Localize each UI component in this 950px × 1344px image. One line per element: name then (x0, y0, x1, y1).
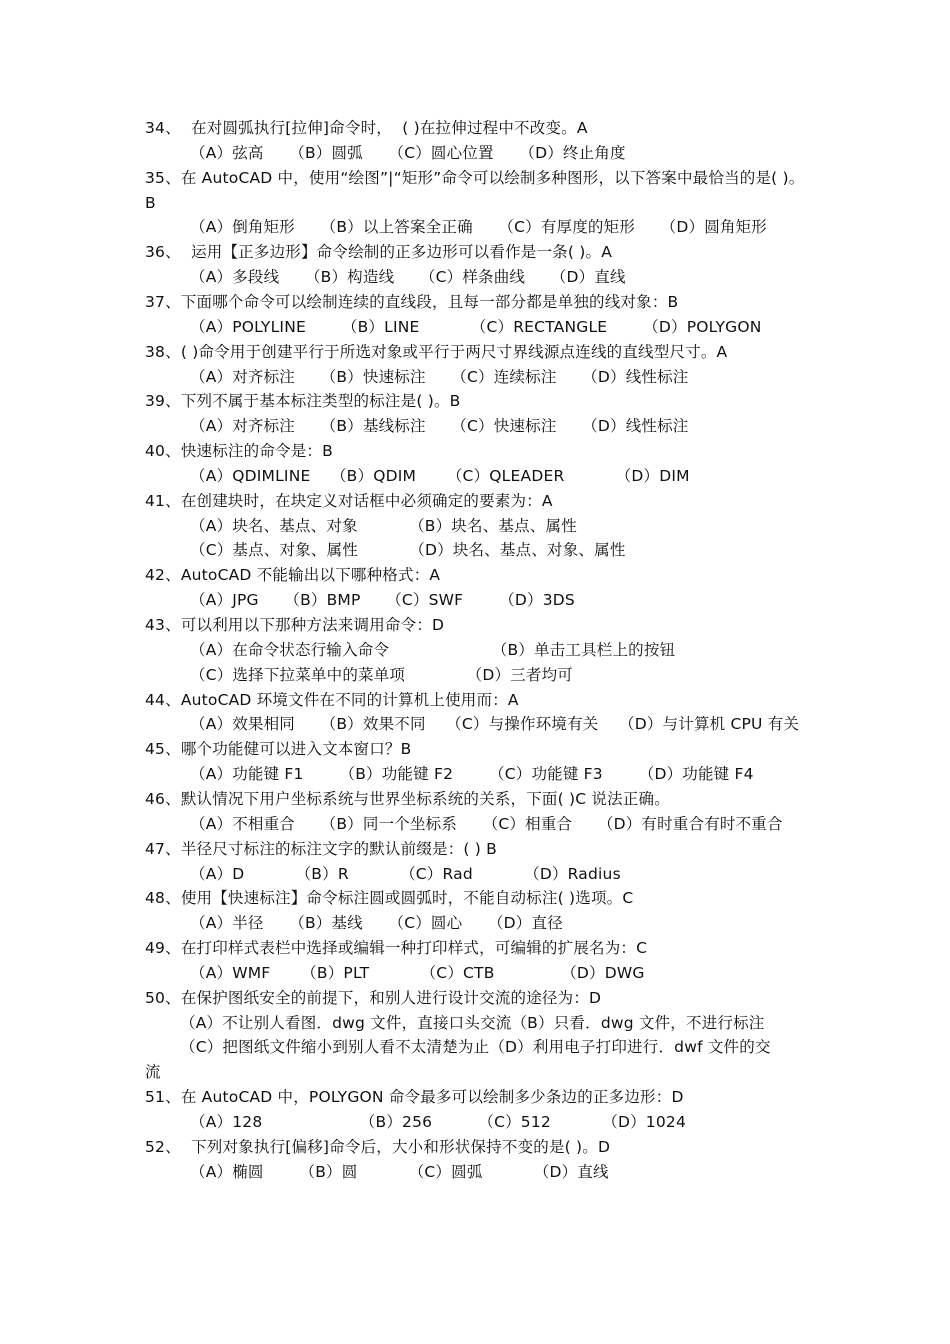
question-45-stem: 45、哪个功能健可以进入文本窗口？B (145, 740, 412, 759)
question-40-stem: 40、快速标注的命令是：B (145, 442, 333, 461)
question-52-stem: 52、 下列对象执行[偏移]命令后，大小和形状保持不变的是( )。D (145, 1137, 611, 1156)
question-36-options: （A）多段线 （B）构造线 （C）样条曲线 （D）直线 (190, 268, 626, 287)
question-52-options: （A）椭圆 （B）圆 （C）圆弧 （D）直线 (190, 1162, 609, 1181)
question-50-stem: 50、在保护图纸安全的前提下，和别人进行设计交流的途径为：D (145, 988, 602, 1007)
question-43-options-cd: （C）选择下拉菜单中的菜单项 （D）三者均可 (190, 665, 573, 684)
question-43-stem: 43、可以利用以下那种方法来调用命令：D (145, 616, 445, 634)
question-43-options-ab: （A）在命令状态行输入命令 （B）单击工具栏上的按钮 (190, 640, 676, 659)
question-41-options-ab: （A）块名、基点、对象 （B）块名、基点、属性 (190, 516, 577, 535)
question-51-options: （A）128 （B）256 （C）512 （D）1024 (190, 1113, 687, 1131)
question-42-stem: 42、AutoCAD 不能输出以下哪种格式：A (145, 566, 441, 585)
question-48-stem: 48、使用【快速标注】命令标注圆或圆弧时，不能自动标注( )选项。C (145, 889, 634, 908)
question-47-options: （A）D （B）R （C）Rad （D）Radius (190, 864, 621, 883)
question-35-options: （A）倒角矩形 （B）以上答案全正确 （C）有厚度的矩形 （D）圆角矩形 (190, 218, 768, 237)
question-46-stem: 46、默认情况下用户坐标系统与世界坐标系统的关系，下面( )C 说法正确。 (145, 789, 670, 808)
question-40-options: （A）QDIMLINE （B）QDIM （C）QLEADER （D）DIM (190, 466, 690, 485)
question-47-stem: 47、半径尺寸标注的标注文字的默认前缀是：( ) B (145, 839, 498, 858)
question-37-stem: 37、下面哪个命令可以绘制连续的直线段，且每一部分都是单独的线对象：B (145, 292, 679, 311)
question-39-options: （A）对齐标注 （B）基线标注 （C）快速标注 （D）线性标注 (190, 417, 689, 436)
question-38-stem: 38、( )命令用于创建平行于所选对象或平行于两尺寸界线源点连线的直线型尺寸。A (145, 342, 728, 361)
question-45-options: （A）功能键 F1 （B）功能键 F2 （C）功能键 F3 （D）功能键 F4 (190, 765, 754, 784)
question-49-options: （A）WMF （B）PLT （C）CTB （D）DWG (190, 963, 645, 982)
question-50-options-cd-continued: 流 (145, 1063, 161, 1082)
question-51-stem: 51、在 AutoCAD 中，POLYGON 命令最多可以绘制多少条边的正多边形：D (145, 1088, 684, 1107)
question-41-stem: 41、在创建块时，在块定义对话框中必须确定的要素为：A (145, 491, 553, 510)
question-34-options: （A）弦高 （B）圆弧 （C）圆心位置 （D）终止角度 (190, 143, 626, 162)
question-44-stem: 44、AutoCAD 环境文件在不同的计算机上使用而：A (145, 690, 519, 709)
question-42-options: （A）JPG （B）BMP （C）SWF （D）3DS (190, 591, 575, 610)
question-34-stem: 34、 在对圆弧执行[拉伸]命令时， ( )在拉伸过程中不改变。A (145, 119, 588, 137)
question-37-options: （A）POLYLINE （B）LINE （C）RECTANGLE （D）POLYGON (190, 317, 762, 336)
question-38-options: （A）对齐标注 （B）快速标注 （C）连续标注 （D）线性标注 (190, 367, 689, 386)
question-35-stem: 35、在 AutoCAD 中，使用“绘图”|“矩形”命令可以绘制多种图形，以下答案中最恰当的是( )。 (145, 168, 805, 187)
question-46-options: （A）不相重合 （B）同一个坐标系 （C）相重合 （D）有时重合有时不重合 (190, 814, 783, 833)
question-35-stem-continued: B (145, 193, 156, 212)
question-48-options: （A）半径 （B）基线 （C）圆心 （D）直径 (190, 914, 563, 933)
question-44-options: （A）效果相同 （B）效果不同 （C）与操作环境有关 （D）与计算机 CPU 有关 (190, 715, 800, 734)
question-50-options-cd: （C）把图纸文件缩小到别人看不太清楚为止（D）利用电子打印进行．dwf 文件的交 (180, 1038, 771, 1057)
question-50-options-ab: （A）不让别人看图．dwg 文件，直接口头交流（B）只看．dwg 文件，不进行标注 (180, 1013, 765, 1032)
question-49-stem: 49、在打印样式表栏中选择或编辑一种打印样式，可编辑的扩展名为：C (145, 939, 648, 958)
question-39-stem: 39、下列不属于基本标注类型的标注是( )。B (145, 392, 461, 411)
question-36-stem: 36、 运用【正多边形】命令绘制的正多边形可以看作是一条( )。A (145, 243, 613, 262)
question-41-options-cd: （C）基点、对象、属性 （D）块名、基点、对象、属性 (190, 541, 626, 560)
